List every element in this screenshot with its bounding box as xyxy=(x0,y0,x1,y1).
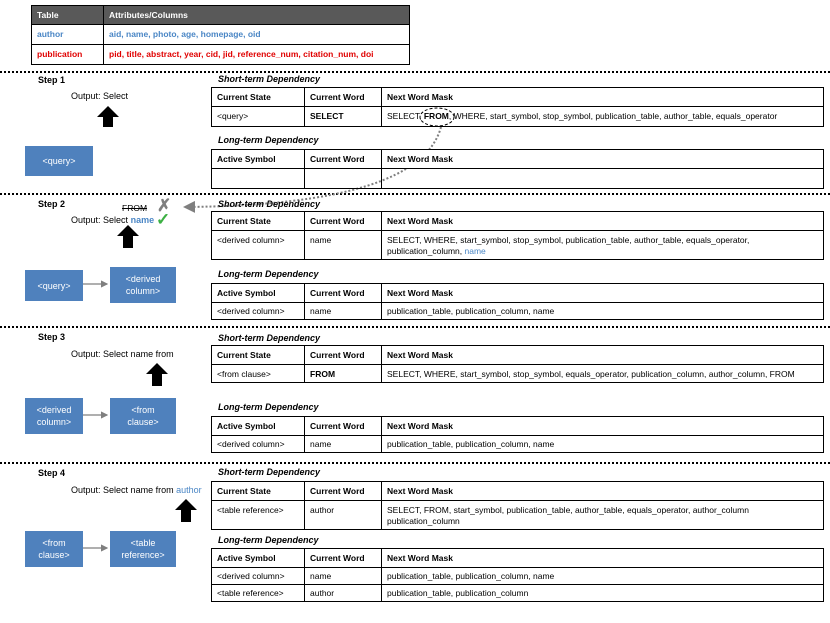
short-term-title: Short-term Dependency xyxy=(218,467,321,477)
col-current-word: Current Word xyxy=(305,417,382,436)
cell-word: name xyxy=(305,568,382,585)
cell-word: author xyxy=(305,501,382,530)
up-arrow-icon xyxy=(97,106,119,127)
table-header-row xyxy=(212,549,824,568)
table-row xyxy=(212,303,824,320)
table-row xyxy=(212,501,824,530)
accept-check-icon: ✓ xyxy=(156,210,171,229)
table-header-row xyxy=(212,284,824,303)
col-next-word-mask: Next Word Mask xyxy=(382,417,824,436)
schema-table-name: author xyxy=(32,25,104,45)
table-row xyxy=(212,107,824,127)
cell-state: <query> xyxy=(212,107,305,127)
table-row xyxy=(212,585,824,602)
col-next-word-mask: Next Word Mask xyxy=(382,482,824,501)
short-term-table xyxy=(211,481,824,530)
schema-table-name: publication xyxy=(32,45,104,65)
long-term-table xyxy=(211,416,824,453)
table-header-row xyxy=(212,88,824,107)
table-row xyxy=(212,169,824,189)
table-header-row xyxy=(212,482,824,501)
state-box-from-clause: <from clause> xyxy=(25,531,83,567)
step-2-title: Step 2 xyxy=(38,199,66,209)
step-1-title: Step 1 xyxy=(38,75,66,85)
table-row xyxy=(212,568,824,585)
cell-mask: SELECT, FROM, start_symbol, publication_table, author_table, equals_operator, author_column publication_column xyxy=(382,501,824,530)
output-label: Output: xyxy=(71,485,101,495)
cell-symbol xyxy=(212,169,305,189)
col-active-symbol: Active Symbol xyxy=(212,549,305,568)
output-text: Select xyxy=(103,215,129,225)
short-term-table xyxy=(211,211,824,260)
cell-mask: publication_table, publication_column, name xyxy=(382,436,824,453)
cell-mask: publication_table, publication_column, name xyxy=(382,568,824,585)
rejected-word: FROM xyxy=(122,203,148,213)
col-current-word: Current Word xyxy=(305,88,382,107)
col-next-word-mask: Next Word Mask xyxy=(382,549,824,568)
output-label: Output: xyxy=(71,349,101,359)
cell-symbol: <derived column> xyxy=(212,303,305,320)
step-1-output xyxy=(71,91,128,101)
short-term-title: Short-term Dependency xyxy=(218,333,321,343)
table-header-row xyxy=(212,346,824,365)
col-current-state: Current State xyxy=(212,88,305,107)
col-next-word-mask: Next Word Mask xyxy=(382,88,824,107)
cell-word: FROM xyxy=(305,365,382,383)
step-4-output xyxy=(71,485,202,495)
cell-state: <table reference> xyxy=(212,501,305,530)
schema-header-table: Table xyxy=(32,6,104,25)
short-term-table xyxy=(211,87,824,127)
state-box-from-clause: <from clause> xyxy=(110,398,176,434)
col-next-word-mask: Next Word Mask xyxy=(382,150,824,169)
col-current-word: Current Word xyxy=(305,346,382,365)
up-arrow-icon xyxy=(175,499,197,522)
cell-word: name xyxy=(305,231,382,260)
cell-word: author xyxy=(305,585,382,602)
schema-attrs: pid, title, abstract, year, cid, jid, reference_num, citation_num, doi xyxy=(104,45,410,65)
short-term-title: Short-term Dependency xyxy=(218,199,321,209)
step-4-title: Step 4 xyxy=(38,468,66,478)
long-term-title: Long-term Dependency xyxy=(218,269,319,279)
cell-word: name xyxy=(305,436,382,453)
short-term-table xyxy=(211,345,824,383)
cell-symbol: <table reference> xyxy=(212,585,305,602)
table-row xyxy=(212,365,824,383)
state-box-derived-column: <derived column> xyxy=(110,267,176,303)
step-2-output xyxy=(71,215,154,225)
cell-mask: publication_table, publication_column xyxy=(382,585,824,602)
long-term-title: Long-term Dependency xyxy=(218,402,319,412)
output-label: Output: xyxy=(71,215,101,225)
table-row xyxy=(212,436,824,453)
long-term-title: Long-term Dependency xyxy=(218,135,319,145)
cell-word: name xyxy=(305,303,382,320)
col-current-word: Current Word xyxy=(305,482,382,501)
cell-word xyxy=(305,169,382,189)
col-next-word-mask: Next Word Mask xyxy=(382,284,824,303)
output-text: Select name from xyxy=(103,349,174,359)
cell-state: <derived column> xyxy=(212,231,305,260)
step-3-output xyxy=(71,349,174,359)
table-header-row xyxy=(212,212,824,231)
col-active-symbol: Active Symbol xyxy=(212,150,305,169)
cell-state: <from clause> xyxy=(212,365,305,383)
cell-mask: SELECT, FROM, WHERE, start_symbol, stop_symbol, publication_table, author_table, equals_operator xyxy=(382,107,824,127)
output-highlight: name xyxy=(130,215,155,225)
col-current-state: Current State xyxy=(212,346,305,365)
schema-header-attrs: Attributes/Columns xyxy=(104,6,410,25)
state-box-query: <query> xyxy=(25,146,93,176)
col-current-state: Current State xyxy=(212,212,305,231)
table-row xyxy=(212,231,824,260)
col-current-word: Current Word xyxy=(305,284,382,303)
table-header-row xyxy=(212,417,824,436)
short-term-title: Short-term Dependency xyxy=(218,74,321,84)
mask-highlight: name xyxy=(464,246,486,256)
cell-mask xyxy=(382,169,824,189)
reject-cross-icon: ✗ xyxy=(157,196,172,215)
col-active-symbol: Active Symbol xyxy=(212,284,305,303)
circled-word: FROM xyxy=(423,111,449,121)
schema-attrs: aid, name, photo, age, homepage, oid xyxy=(104,25,410,45)
step-3-title: Step 3 xyxy=(38,332,66,342)
cell-mask: SELECT, WHERE, start_symbol, stop_symbol, publication_table, author_table, equals_operator, publication_column, name xyxy=(382,231,824,260)
output-highlight: author xyxy=(176,485,202,495)
output-label: Output: xyxy=(71,91,101,101)
up-arrow-icon xyxy=(117,225,139,248)
col-current-state: Current State xyxy=(212,482,305,501)
col-current-word: Current Word xyxy=(305,150,382,169)
long-term-table xyxy=(211,149,824,189)
cell-symbol: <derived column> xyxy=(212,436,305,453)
table-header-row xyxy=(212,150,824,169)
output-text: Select name from xyxy=(103,485,174,495)
output-text: Select xyxy=(103,91,129,101)
cell-mask: publication_table, publication_column, name xyxy=(382,303,824,320)
col-current-word: Current Word xyxy=(305,212,382,231)
cell-symbol: <derived column> xyxy=(212,568,305,585)
state-box-derived-column: <derived column> xyxy=(25,398,83,434)
state-box-table-reference: <table reference> xyxy=(110,531,176,567)
up-arrow-icon xyxy=(146,363,168,386)
state-box-query: <query> xyxy=(25,270,83,301)
cell-word: SELECT xyxy=(305,107,382,127)
col-next-word-mask: Next Word Mask xyxy=(382,212,824,231)
cell-mask: SELECT, WHERE, start_symbol, stop_symbol, equals_operator, publication_column, author_column, FROM xyxy=(382,365,824,383)
col-next-word-mask: Next Word Mask xyxy=(382,346,824,365)
long-term-table xyxy=(211,283,824,320)
long-term-table xyxy=(211,548,824,602)
col-active-symbol: Active Symbol xyxy=(212,417,305,436)
col-current-word: Current Word xyxy=(305,549,382,568)
long-term-title: Long-term Dependency xyxy=(218,535,319,545)
